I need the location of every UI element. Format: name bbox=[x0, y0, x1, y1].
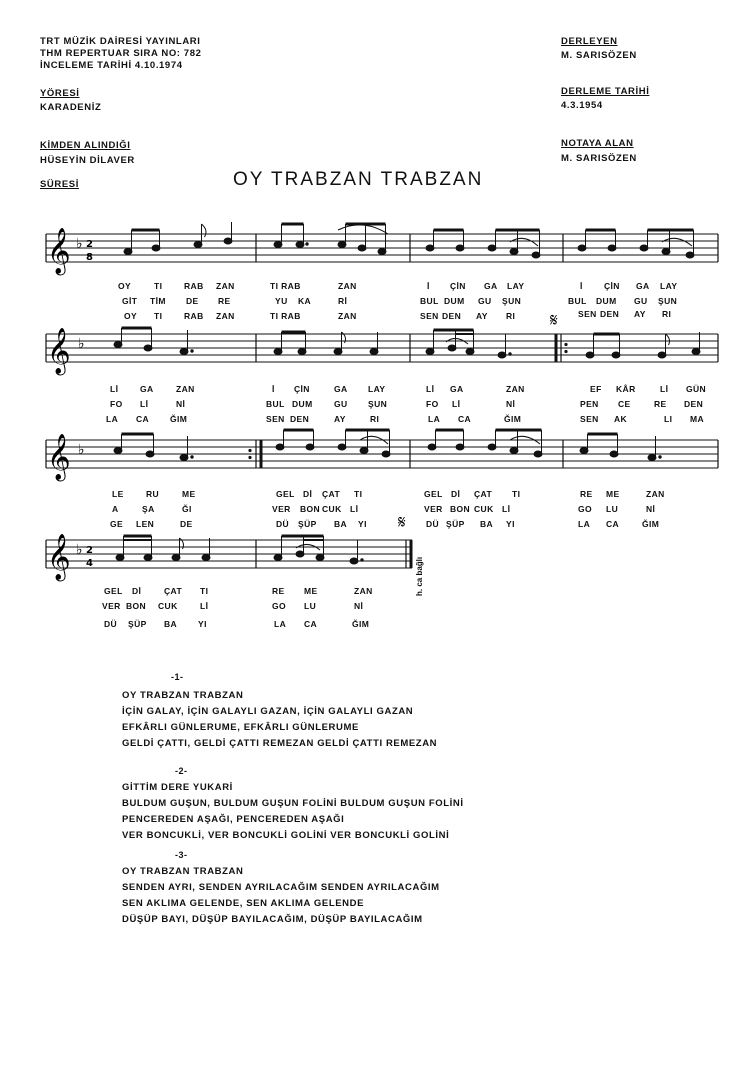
lyric-syllable: GA bbox=[636, 281, 650, 291]
lyric-syllable: MA bbox=[690, 414, 705, 424]
lyric-syllable: ŞÜP bbox=[128, 619, 147, 629]
lyric-syllable: ZAN bbox=[216, 281, 235, 291]
lyric-syllable: DE bbox=[186, 296, 199, 306]
lyric-syllable: ÇİN bbox=[294, 384, 310, 394]
lyric-syllable: DUM bbox=[444, 296, 465, 306]
lyric-syllable: DUM bbox=[292, 399, 313, 409]
duration-label: SÜRESİ bbox=[40, 179, 79, 190]
verse-line: DÜŞÜP BAYI, DÜŞÜP BAYILACAĞIM, DÜŞÜP BAYILACAĞIM bbox=[122, 914, 423, 925]
lyric-syllable: ŞUN bbox=[368, 399, 388, 409]
lyric-syllable: ÇAT bbox=[164, 586, 183, 596]
lyric-syllable: RAB bbox=[184, 311, 204, 321]
lyric-syllable: Nİ bbox=[646, 504, 656, 514]
segno-icon: 𝄋 bbox=[398, 512, 406, 533]
lyric-syllable: ŞÜP bbox=[446, 519, 465, 529]
lyric-syllable: CUK bbox=[322, 504, 342, 514]
lyric-syllable: DÜ bbox=[276, 519, 290, 529]
lyric-syllable: Lİ bbox=[660, 384, 669, 394]
lyric-syllable: RAB bbox=[184, 281, 204, 291]
lyric-syllable: ZAN bbox=[506, 384, 525, 394]
lyric-syllable: TI bbox=[154, 311, 163, 321]
lyric-syllable: SEN bbox=[266, 414, 285, 424]
flat-icon: ♭ bbox=[78, 442, 85, 458]
verse-line: SENDEN AYRI, SENDEN AYRILACAĞIM SENDEN AYRILACAĞIM bbox=[122, 882, 440, 893]
date-value: 4.3.1954 bbox=[561, 100, 603, 111]
segno-icon: 𝄋 bbox=[550, 310, 558, 331]
verse-number: -1- bbox=[171, 672, 184, 682]
lyric-syllable: GU bbox=[634, 296, 648, 306]
lyric-syllable: GO bbox=[578, 504, 593, 514]
lyric-syllable: TI bbox=[512, 489, 521, 499]
lyric-syllable: GA bbox=[484, 281, 498, 291]
lyric-syllable: ZAN bbox=[338, 281, 357, 291]
lyric-syllable: GE bbox=[110, 519, 124, 529]
notes bbox=[124, 222, 694, 258]
lyric-syllable: BUL bbox=[568, 296, 587, 306]
lyric-syllable: OY bbox=[118, 281, 132, 291]
lyric-syllable: BUL bbox=[266, 399, 285, 409]
song-title: OY TRABZAN TRABZAN bbox=[233, 169, 484, 190]
lyric-syllable: CUK bbox=[474, 504, 494, 514]
lyric-syllable: GEL bbox=[104, 586, 123, 596]
lyric-syllable: SEN bbox=[578, 309, 597, 319]
lyric-syllable: İ bbox=[272, 384, 275, 394]
lyric-syllable: GA bbox=[334, 384, 348, 394]
lyric-syllable: YI bbox=[358, 519, 367, 529]
lyric-syllable: CE bbox=[618, 399, 631, 409]
lyric-syllable: VER bbox=[102, 601, 121, 611]
lyric-syllable: Lİ bbox=[110, 384, 119, 394]
lyric-syllable: TI bbox=[154, 281, 163, 291]
lyric-syllable: GA bbox=[140, 384, 154, 394]
lyric-syllable: İ bbox=[427, 281, 430, 291]
verse-line: EFKÂRLI GÜNLERUME, EFKÂRLI GÜNLERUME bbox=[122, 722, 359, 733]
flat-icon: ♭ bbox=[76, 542, 83, 558]
lyric-syllable: BON bbox=[126, 601, 147, 611]
lyric-syllable: CUK bbox=[158, 601, 178, 611]
lyric-syllable: GU bbox=[334, 399, 348, 409]
lyric-syllable: BA bbox=[334, 519, 348, 529]
lyric-syllable: ĞI bbox=[182, 504, 192, 514]
lyric-syllable: ÇAT bbox=[322, 489, 341, 499]
lyric-syllable: RE bbox=[654, 399, 667, 409]
lyric-syllable: GÜN bbox=[686, 384, 707, 394]
lyric-syllable: GİT bbox=[122, 296, 138, 306]
lyric-syllable: RI bbox=[662, 309, 672, 319]
lyric-syllable: Nİ bbox=[176, 399, 186, 409]
lyric-syllable: LEN bbox=[136, 519, 155, 529]
lyric-syllable: DUM bbox=[596, 296, 617, 306]
lyric-syllable: LAY bbox=[660, 281, 678, 291]
publisher-line-2: THM REPERTUAR SIRA NO: 782 bbox=[40, 48, 202, 59]
verse-number: -3- bbox=[175, 850, 188, 860]
lyric-syllable: TI bbox=[200, 586, 209, 596]
lyric-syllable: SEN bbox=[420, 311, 439, 321]
lyric-syllable: RE bbox=[272, 586, 285, 596]
lyric-syllable: ÇAT bbox=[474, 489, 493, 499]
verse-line: OY TRABZAN TRABZAN bbox=[122, 866, 244, 877]
treble-clef-icon: 𝄞 bbox=[47, 328, 71, 374]
end-mark: h. ca bağlı bbox=[415, 556, 424, 596]
lyric-syllable: İ bbox=[580, 281, 583, 291]
lyric-syllable: Lİ bbox=[502, 504, 511, 514]
lyric-syllable: YU bbox=[275, 296, 288, 306]
lyric-syllable: CA bbox=[606, 519, 620, 529]
lyric-syllable: ZAN bbox=[176, 384, 195, 394]
lyric-syllable: Lİ bbox=[200, 601, 209, 611]
lyric-syllable: ZAN bbox=[216, 311, 235, 321]
lyric-syllable: SEN bbox=[580, 414, 599, 424]
date-label: DERLEME TARİHİ bbox=[561, 86, 650, 97]
lyric-syllable: CA bbox=[136, 414, 150, 424]
lyric-syllable: LA bbox=[428, 414, 441, 424]
verse-line: İÇİN GALAY, İÇİN GALAYLI GAZAN, İÇİN GALAYLI GAZAN bbox=[122, 706, 414, 717]
lyric-syllable: ME bbox=[304, 586, 318, 596]
verse-line: PENCEREDEN AŞAĞI, PENCEREDEN AŞAĞI bbox=[122, 814, 345, 825]
notes bbox=[114, 430, 661, 461]
source-label: KİMDEN ALINDIĞI bbox=[40, 140, 131, 151]
lyric-syllable: A bbox=[112, 504, 119, 514]
lyric-syllable: FO bbox=[110, 399, 123, 409]
publisher-line-3: İNCELEME TARİHİ 4.10.1974 bbox=[40, 60, 183, 71]
lyric-syllable: TI RAB bbox=[270, 281, 301, 291]
lyric-syllable: LAY bbox=[368, 384, 386, 394]
flat-icon: ♭ bbox=[76, 236, 83, 252]
lyric-syllable: Lİ bbox=[426, 384, 435, 394]
lyric-syllable: ÇİN bbox=[450, 281, 466, 291]
lyric-syllable: CA bbox=[304, 619, 318, 629]
lyric-syllable: LA bbox=[578, 519, 591, 529]
svg-text:8: 8 bbox=[86, 252, 93, 263]
treble-clef-icon: 𝄞 bbox=[47, 434, 71, 480]
lyric-syllable: DÜ bbox=[104, 619, 118, 629]
lyric-syllable: RI bbox=[506, 311, 516, 321]
lyric-syllable: OY bbox=[124, 311, 138, 321]
region-label: YÖRESİ bbox=[40, 88, 80, 99]
lyric-syllable: AK bbox=[614, 414, 628, 424]
lyric-syllable: DEN bbox=[442, 311, 462, 321]
lyric-syllable: ŞA bbox=[142, 504, 155, 514]
lyric-syllable: ZAN bbox=[354, 586, 373, 596]
lyric-syllable: TİM bbox=[150, 296, 166, 306]
lyric-syllable: PEN bbox=[580, 399, 599, 409]
lyric-syllable: AY bbox=[334, 414, 346, 424]
lyric-syllable: Nİ bbox=[506, 399, 516, 409]
lyric-syllable: DÜ bbox=[426, 519, 440, 529]
verse-line: OY TRABZAN TRABZAN bbox=[122, 690, 244, 701]
lyric-syllable: Rİ bbox=[338, 296, 348, 306]
verse-line: BULDUM GUŞUN, BULDUM GUŞUN FOLİNİ BULDUM GUŞUN FOLİNİ bbox=[122, 798, 464, 809]
region-value: KARADENİZ bbox=[40, 102, 102, 113]
lyric-syllable: RI bbox=[370, 414, 380, 424]
lyric-syllable: BUL bbox=[420, 296, 439, 306]
lyric-syllable: RE bbox=[580, 489, 593, 499]
lyric-syllable: Lİ bbox=[350, 504, 359, 514]
lyric-syllable: GEL bbox=[424, 489, 443, 499]
lyric-syllable: ZAN bbox=[338, 311, 357, 321]
lyric-syllable: ÇİN bbox=[604, 281, 620, 291]
lyric-syllable: KÂR bbox=[616, 384, 636, 394]
lyric-syllable: CA bbox=[458, 414, 472, 424]
notation-label: NOTAYA ALAN bbox=[561, 138, 634, 149]
verse-line: VER BONCUKLİ, VER BONCUKLİ GOLİNİ VER BONCUKLİ GOLİNİ bbox=[122, 830, 450, 841]
lyric-syllable: ME bbox=[182, 489, 196, 499]
lyric-syllable: TI RAB bbox=[270, 311, 301, 321]
verse-line: GİTTİM DERE YUKARİ bbox=[122, 782, 233, 793]
lyric-syllable: Lİ bbox=[452, 399, 461, 409]
lyric-syllable: ŞUN bbox=[502, 296, 522, 306]
lyric-syllable: EF bbox=[590, 384, 602, 394]
lyric-syllable: LA bbox=[274, 619, 287, 629]
notes bbox=[114, 328, 700, 358]
lyric-syllable: YI bbox=[506, 519, 515, 529]
lyric-syllable: BA bbox=[164, 619, 178, 629]
lyric-syllable: ŞÜP bbox=[298, 519, 317, 529]
treble-clef-icon: 𝄞 bbox=[47, 228, 71, 274]
lyric-syllable: GO bbox=[272, 601, 287, 611]
lyric-syllable: GU bbox=[478, 296, 492, 306]
publisher-info bbox=[40, 36, 201, 72]
lyric-syllable: LA bbox=[106, 414, 119, 424]
lyric-syllable: GEL bbox=[276, 489, 295, 499]
svg-text:4: 4 bbox=[86, 558, 93, 569]
lyric-syllable: BON bbox=[450, 504, 471, 514]
lyric-syllable: ĞIM bbox=[170, 414, 188, 424]
lyric-syllable: AY bbox=[634, 309, 646, 319]
lyric-syllable: TI bbox=[354, 489, 363, 499]
lyric-syllable: DEN bbox=[684, 399, 704, 409]
lyric-syllable: ĞIM bbox=[504, 414, 522, 424]
compiler-label: DERLEYEN bbox=[561, 36, 618, 47]
lyric-syllable: DEN bbox=[290, 414, 310, 424]
lyric-syllable: ĞIM bbox=[642, 519, 660, 529]
lyric-syllable: BA bbox=[480, 519, 494, 529]
time-signature: 2 bbox=[86, 239, 93, 250]
lyric-syllable: ĞIM bbox=[352, 619, 370, 629]
lyric-syllable: ZAN bbox=[646, 489, 665, 499]
verse-line: GELDİ ÇATTI, GELDİ ÇATTI REMEZAN GELDİ ÇATTI REMEZAN bbox=[122, 738, 438, 749]
lyric-syllable: Dİ bbox=[132, 586, 142, 596]
time-signature: 2 bbox=[86, 545, 93, 556]
lyric-syllable: RU bbox=[146, 489, 160, 499]
lyric-syllable: GA bbox=[450, 384, 464, 394]
compiler-value: M. SARISÖZEN bbox=[561, 50, 637, 61]
lyric-syllable: ME bbox=[606, 489, 620, 499]
lyric-syllable: KA bbox=[298, 296, 312, 306]
lyric-syllable: LU bbox=[606, 504, 619, 514]
lyric-syllable: Nİ bbox=[354, 601, 364, 611]
verse-number: -2- bbox=[175, 766, 188, 776]
lyric-syllable: DEN bbox=[600, 309, 620, 319]
lyric-syllable: LE bbox=[112, 489, 124, 499]
lyric-syllable: VER bbox=[272, 504, 291, 514]
lyric-syllable: Dİ bbox=[303, 489, 313, 499]
notation-value: M. SARISÖZEN bbox=[561, 153, 637, 164]
lyric-syllable: RE bbox=[218, 296, 231, 306]
lyric-syllable: VER bbox=[424, 504, 443, 514]
lyric-syllable: FO bbox=[426, 399, 439, 409]
lyric-syllable: LU bbox=[304, 601, 317, 611]
lyric-syllable: LI bbox=[664, 414, 673, 424]
lyric-syllable: LAY bbox=[507, 281, 525, 291]
treble-clef-icon: 𝄞 bbox=[47, 534, 71, 580]
lyric-syllable: DE bbox=[180, 519, 193, 529]
lyric-syllable: ŞUN bbox=[658, 296, 678, 306]
lyric-syllable: YI bbox=[198, 619, 207, 629]
publisher-line-1: TRT MÜZİK DAİRESİ YAYINLARI bbox=[40, 36, 201, 47]
flat-icon: ♭ bbox=[78, 336, 85, 352]
lyric-syllable: Lİ bbox=[140, 399, 149, 409]
verse-line: SEN AKLIMA GELENDE, SEN AKLIMA GELENDE bbox=[122, 898, 365, 909]
lyric-syllable: AY bbox=[476, 311, 488, 321]
lyric-syllable: Dİ bbox=[451, 489, 461, 499]
lyric-syllable: BON bbox=[300, 504, 321, 514]
source-value: HÜSEYİN DİLAVER bbox=[40, 155, 135, 166]
